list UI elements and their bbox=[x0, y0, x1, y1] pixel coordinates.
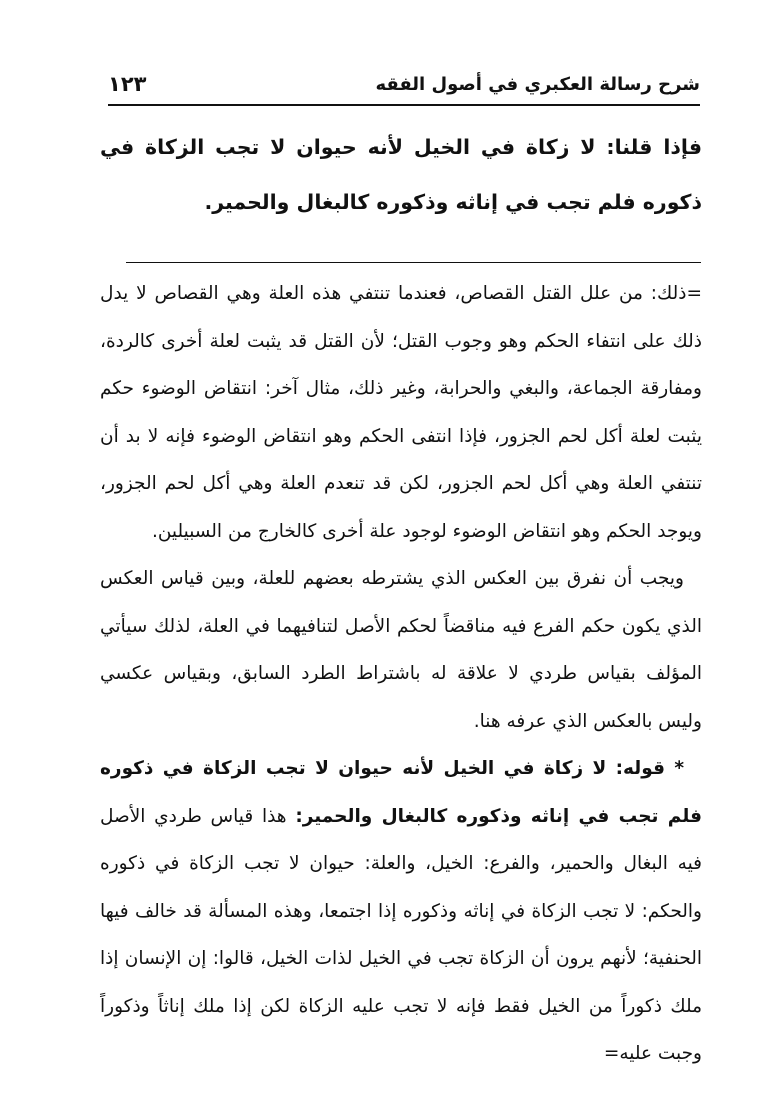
footnote-paragraph bbox=[100, 745, 702, 1078]
footnotes bbox=[100, 270, 702, 1078]
footnote-paragraph: =ذلك: من علل القتل القصاص، فعندما تنتفي هذه العلة وهي القصاص لا يدل ذلك على انتفاء الحكم وهو وجوب القتل؛ لأن القتل قد يثبت لعلة أخرى كالردة، ومفارقة الجماعة، والبغي والحرابة، وغير ذلك، مثال آخر: انتقاض الوضوء حكم يثبت لعلة أكل لحم الجزور، فإذا انتفى الحكم وهو انتقاض الوضوء فإنه لا بد أن تنتفي العلة وهي أكل لحم الجزور، لكن قد تنعدم العلة وهي أكل لحم الجزور، ويوجد الحكم وهو انتقاض الوضوء لوجود علة أخرى كالخارج من السبيلين. bbox=[100, 283, 702, 542]
footnote-paragraph: ويجب أن نفرق بين العكس الذي يشترطه بعضهم للعلة، وبين قياس العكس الذي يكون حكم الفرع فيه مناقضاً لحكم الأصل لتنافيهما في العلة، لذلك سيأتي المؤلف بقياس طردي لا علاقة له باشتراط الطرد السابق، وبقياس عكسي وليس بالعكس الذي عرفه هنا. bbox=[100, 568, 702, 732]
running-header bbox=[108, 70, 700, 106]
main-text: فإذا قلنا: لا زكاة في الخيل لأنه حيوان لا تجب الزكاة في ذكوره فلم تجب في إناثه وذكوره كالبغال والحمير. bbox=[100, 135, 702, 214]
commentary-quote: * قوله: لا زكاة في الخيل لأنه حيوان لا تجب الزكاة في ذكوره فلم تجب في إناثه وذكوره كالبغال والحمير: bbox=[100, 758, 702, 827]
page-number: ١٢٣ bbox=[108, 72, 147, 96]
header-title: شرح رسالة العكبري في أصول الفقه bbox=[375, 74, 700, 95]
commentary-text: هذا قياس طردي الأصل فيه البغال والحمير، والفرع: الخيل، والعلة: حيوان لا تجب الزكاة في ذكوره والحكم: لا تجب الزكاة في إناثه وذكوره إذا اجتمعا، وهذه المسألة قد خالف فيها الحنفية؛ لأنهم يرون أن الزكاة تجب في الخيل لذات الخيل، قالوا: إن الإنسان إذا ملك ذكوراً من الخيل فقط فإنه لا تجب عليه الزكاة لكن إذا ملك إناثاً وذكوراً وجبت عليه= bbox=[100, 805, 702, 1064]
footnote-separator bbox=[126, 262, 701, 263]
